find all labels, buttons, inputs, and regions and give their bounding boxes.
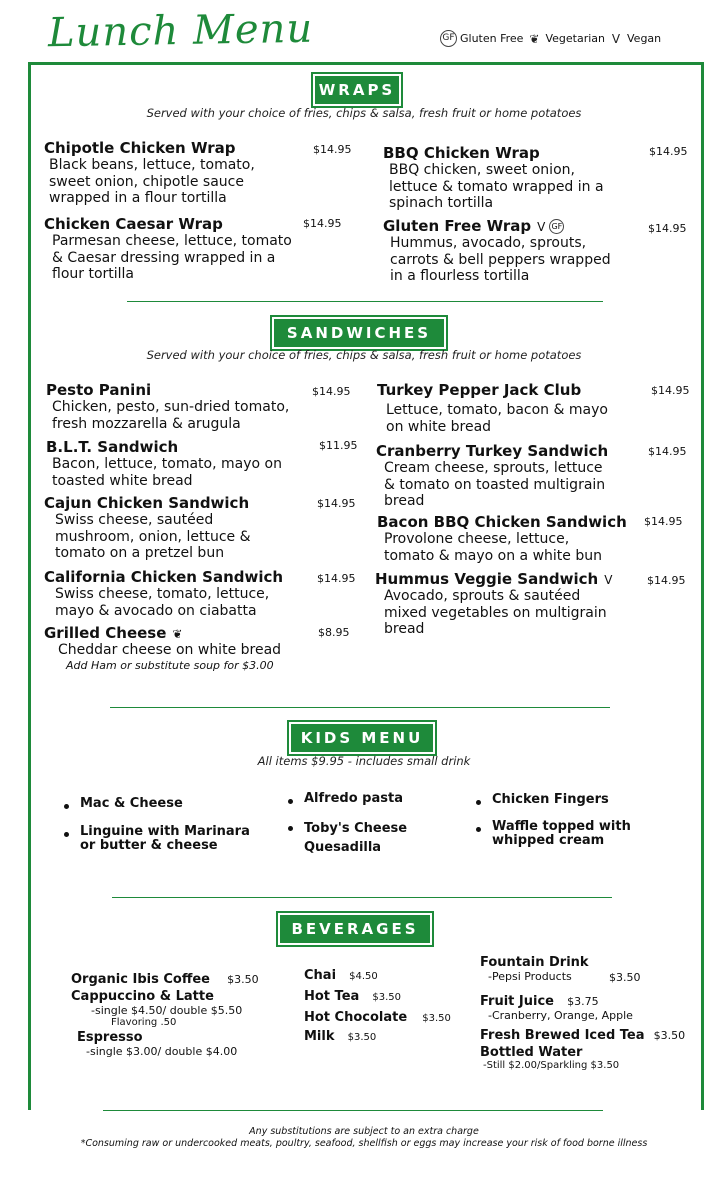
- beverage-price: $3.50: [347, 1032, 377, 1043]
- item-desc: flour tortilla: [52, 266, 135, 283]
- list-item: [64, 825, 274, 853]
- beverage-name: Cappuccino & Latte: [71, 989, 214, 1004]
- beverage-price: $3.50: [653, 1029, 686, 1042]
- item-price: $14.95: [648, 445, 687, 458]
- menu-title: Lunch Menu: [47, 5, 314, 57]
- beverage-price: $4.50: [349, 971, 378, 982]
- beverage-price: $3.50: [609, 971, 641, 984]
- item-extra-note: Add Ham or substitute soup for $3.00: [66, 658, 274, 672]
- list-item: [476, 820, 676, 848]
- beverage-name: Bottled Water: [480, 1045, 583, 1060]
- wraps-note: Served with your choice of fries, chips & salsa, fresh fruit or home potatoes: [146, 106, 582, 120]
- item-desc: Black beans, lettuce, tomato,: [49, 157, 255, 173]
- list-item: [288, 792, 468, 806]
- beverage-item: [480, 1045, 680, 1071]
- beverage-price: $3.75: [567, 995, 599, 1008]
- list-item: [64, 797, 274, 811]
- bullet-icon: [476, 800, 481, 805]
- list-item: [288, 819, 468, 857]
- item-desc: Hummus, avocado, sprouts,: [390, 235, 587, 251]
- menu-item: [46, 438, 356, 489]
- item-desc: Parmesan cheese, lettuce, tomato: [52, 233, 292, 249]
- bullet-icon: [476, 827, 481, 832]
- item-desc: toasted white bread: [52, 472, 193, 489]
- item-desc: Swiss cheese, tomato, lettuce,: [55, 586, 270, 602]
- item-price: $14.95: [317, 497, 356, 510]
- item-price: $14.95: [317, 572, 356, 585]
- menu-item: [44, 215, 359, 283]
- beverages-header: BEVERAGES: [278, 913, 432, 945]
- item-desc: Cheddar cheese on white bread: [58, 642, 282, 658]
- item-desc: & tomato on toasted multigrain: [384, 476, 606, 493]
- section-divider: [112, 897, 612, 898]
- diet-legend: [440, 30, 661, 47]
- vegan-v-icon: V: [537, 220, 546, 234]
- menu-item: [383, 217, 688, 285]
- item-price: $14.95: [648, 222, 687, 235]
- bullet-icon: [288, 799, 293, 804]
- item-name: Cranberry Turkey Sandwich: [376, 442, 609, 460]
- item-desc: BBQ chicken, sweet onion,: [389, 162, 575, 178]
- item-desc: mayo & avocado on ciabatta: [55, 602, 257, 619]
- item-name: BBQ Chicken Wrap: [383, 144, 540, 162]
- item-desc: bread: [384, 621, 425, 638]
- vegan-v-icon: V: [611, 31, 621, 46]
- menu-item: [375, 570, 688, 638]
- beverage-item: [304, 1006, 451, 1025]
- beverage-detail: -single $3.00/ double $4.00: [86, 1045, 238, 1058]
- item-name: Turkey Pepper Jack Club: [377, 381, 582, 399]
- vegetarian-leaf-icon: ❦: [529, 31, 540, 46]
- item-desc: lettuce & tomato wrapped in a: [389, 178, 604, 195]
- item-price: $14.95: [312, 385, 351, 398]
- beverage-item: [480, 990, 680, 1022]
- wraps-header: WRAPS: [313, 74, 401, 106]
- item-name: B.L.T. Sandwich: [46, 438, 179, 456]
- menu-item: [377, 513, 689, 564]
- menu-item: [44, 139, 359, 207]
- sandwiches-note: Served with your choice of fries, chips & salsa, fresh fruit or home potatoes: [146, 348, 582, 362]
- beverage-price: $3.50: [227, 973, 259, 986]
- beverage-name: Fruit Juice: [480, 994, 554, 1009]
- kids-item-label: Chicken Fingers: [492, 792, 609, 807]
- item-desc: fresh mozzarella & arugula: [52, 415, 241, 432]
- beverage-item: [304, 985, 401, 1004]
- kids-item-label: Quesadilla: [304, 840, 382, 855]
- beverage-name: Hot Chocolate: [304, 1010, 408, 1025]
- beverage-item: [480, 955, 680, 983]
- legend-vegetarian: Vegetarian: [545, 32, 605, 45]
- item-desc: Cream cheese, sprouts, lettuce: [384, 460, 603, 476]
- item-price: $11.95: [319, 439, 358, 452]
- beverage-name: Organic Ibis Coffee: [71, 972, 210, 987]
- item-price: $14.95: [651, 384, 690, 397]
- item-desc: Provolone cheese, lettuce,: [384, 531, 570, 547]
- item-desc: tomato & mayo on a white bun: [384, 547, 602, 564]
- item-name: Grilled Cheese: [44, 624, 167, 642]
- footer-warning: *Consuming raw or undercooked meats, poultry, seafood, shellfish or eggs may increase your risk of food borne illness: [80, 1138, 648, 1149]
- item-desc: wrapped in a flour tortilla: [49, 190, 227, 207]
- legend-gluten-free: Gluten Free: [460, 32, 524, 45]
- menu-item: [44, 568, 356, 619]
- beverage-item: [304, 964, 378, 983]
- item-price: $14.95: [313, 143, 352, 156]
- list-item: [476, 793, 676, 807]
- item-desc: in a flourless tortilla: [390, 268, 530, 285]
- item-desc: & Caesar dressing wrapped in a: [52, 249, 276, 266]
- item-name: Chicken Caesar Wrap: [44, 215, 223, 233]
- gluten-free-icon: GF: [440, 30, 457, 47]
- beverage-name: Fountain Drink: [480, 955, 589, 970]
- menu-item: [376, 442, 688, 510]
- item-name: Gluten Free Wrap: [383, 217, 532, 235]
- menu-item: [377, 381, 689, 435]
- vegan-v-icon: V: [604, 573, 613, 587]
- beverage-name: Milk: [304, 1029, 335, 1044]
- beverage-name: Hot Tea: [304, 989, 360, 1004]
- beverage-price: $3.50: [372, 992, 402, 1003]
- beverage-detail: -single $4.50/ double $5.50: [91, 1004, 243, 1017]
- bullet-icon: [288, 826, 293, 831]
- kids-item-label: Waffle topped with: [492, 819, 631, 834]
- kids-item-label: whipped cream: [492, 833, 605, 848]
- item-desc: spinach tortilla: [389, 195, 494, 212]
- item-price: $8.95: [318, 626, 350, 639]
- item-desc: carrots & bell peppers wrapped: [390, 251, 611, 268]
- beverage-detail: -Pepsi Products: [488, 970, 572, 983]
- item-desc: Lettuce, tomato, bacon & mayo: [386, 402, 608, 418]
- menu-item: [46, 381, 356, 432]
- beverage-item: [480, 1024, 690, 1043]
- footer-substitutions: Any substitutions are subject to an extra charge: [249, 1126, 479, 1137]
- beverage-detail: -Still $2.00/Sparkling $3.50: [483, 1060, 620, 1071]
- bullet-icon: [64, 832, 69, 837]
- kids-item-label: Mac & Cheese: [80, 796, 183, 811]
- item-price: $14.95: [649, 145, 688, 158]
- item-desc: mushroom, onion, lettuce &: [55, 528, 251, 545]
- beverage-name: Fresh Brewed Iced Tea: [480, 1028, 645, 1043]
- item-desc: mixed vegetables on multigrain: [384, 604, 607, 621]
- vegetarian-leaf-icon: ❦: [172, 627, 183, 641]
- item-price: $14.95: [303, 217, 342, 230]
- section-divider: [110, 707, 610, 708]
- gluten-free-icon: GF: [549, 219, 564, 234]
- item-desc: bread: [384, 493, 425, 510]
- item-name: Hummus Veggie Sandwich: [375, 570, 599, 588]
- kids-note: All items $9.95 - includes small drink: [257, 754, 471, 768]
- item-name: California Chicken Sandwich: [44, 568, 284, 586]
- section-divider: [127, 301, 603, 302]
- beverage-name: Chai: [304, 968, 337, 983]
- legend-vegan: Vegan: [627, 32, 662, 45]
- item-desc: Swiss cheese, sautéed: [55, 512, 214, 528]
- item-name: Bacon BBQ Chicken Sandwich: [377, 513, 627, 531]
- item-desc: sweet onion, chipotle sauce: [49, 173, 244, 190]
- item-desc: Avocado, sprouts & sautéed: [384, 588, 581, 604]
- kids-menu-header: KIDS MENU: [289, 722, 435, 754]
- beverage-item: [71, 968, 259, 987]
- kids-item-label: or butter & cheese: [80, 838, 218, 853]
- menu-item: [383, 144, 688, 212]
- beverage-item: [71, 989, 242, 1028]
- beverage-detail: Flavoring .50: [111, 1017, 177, 1028]
- beverage-item: [77, 1030, 237, 1058]
- item-price: $14.95: [644, 515, 683, 528]
- item-price: $14.95: [647, 574, 686, 587]
- menu-item: [44, 624, 356, 672]
- item-desc: Bacon, lettuce, tomato, mayo on: [52, 456, 282, 472]
- kids-item-label: Toby's Cheese: [304, 821, 408, 836]
- item-desc: tomato on a pretzel bun: [55, 545, 225, 562]
- kids-item-label: Alfredo pasta: [304, 791, 403, 806]
- item-name: Pesto Panini: [46, 381, 152, 399]
- bullet-icon: [64, 804, 69, 809]
- beverage-name: Espresso: [77, 1030, 143, 1045]
- menu-item: [44, 494, 356, 562]
- sandwiches-header: SANDWICHES: [272, 317, 446, 349]
- beverage-price: $3.50: [422, 1013, 451, 1024]
- item-name: Chipotle Chicken Wrap: [44, 139, 236, 157]
- footer-divider: [103, 1110, 603, 1111]
- beverage-item: [304, 1025, 376, 1044]
- beverage-detail: -Cranberry, Orange, Apple: [488, 1009, 633, 1022]
- kids-item-label: Linguine with Marinara: [80, 824, 250, 839]
- item-desc: on white bread: [386, 418, 492, 435]
- item-name: Cajun Chicken Sandwich: [44, 494, 250, 512]
- item-desc: Chicken, pesto, sun-dried tomato,: [52, 399, 290, 415]
